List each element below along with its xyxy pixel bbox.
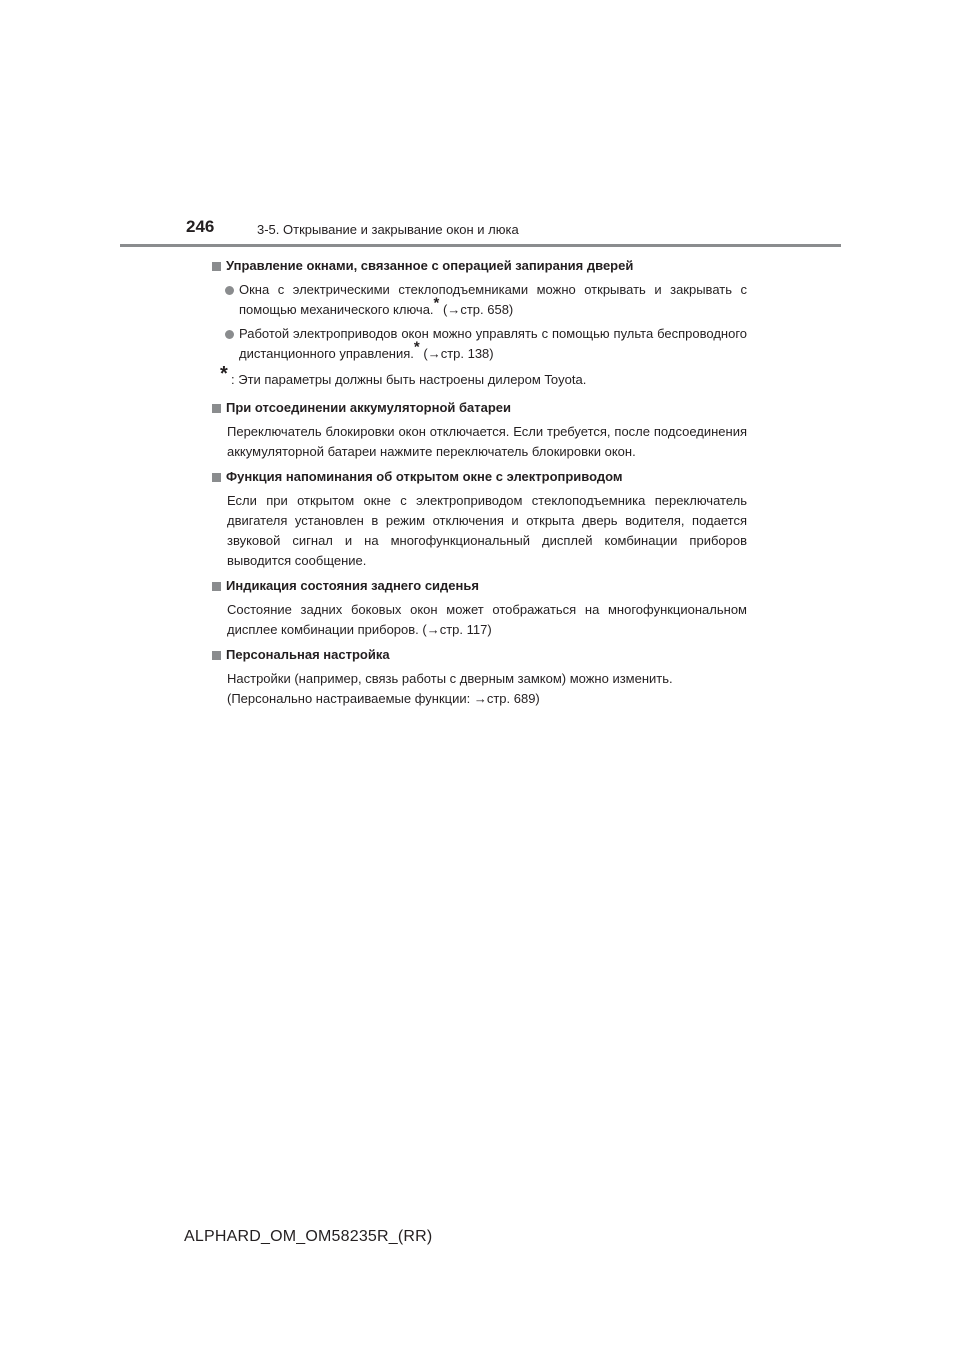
square-bullet-icon bbox=[212, 262, 221, 271]
page-reference: (→стр. 658) bbox=[439, 302, 514, 317]
header-rule bbox=[120, 244, 841, 247]
section-title: Персональная настройка bbox=[226, 647, 390, 662]
section-title: При отсоединении аккумуляторной батареи bbox=[226, 400, 512, 415]
footnote bbox=[212, 363, 747, 390]
section-heading bbox=[212, 467, 747, 487]
footnote-star: * bbox=[413, 338, 420, 356]
section-title: Управление окнами, связанное с операцией запирания дверей bbox=[226, 258, 634, 273]
section-text-line: Настройки (например, связь работы с дверным замком) можно изменить. bbox=[227, 671, 673, 686]
section-heading bbox=[212, 256, 747, 276]
section-heading bbox=[212, 398, 747, 418]
square-bullet-icon bbox=[212, 473, 221, 482]
section-customization bbox=[212, 645, 747, 709]
section-heading bbox=[212, 645, 747, 665]
footnote-text: : Эти параметры должны быть настроены дилером Toyota. bbox=[231, 372, 587, 387]
section-heading bbox=[212, 576, 747, 596]
section-text: Переключатель блокировки окон отключается. Если требуется, после подсоединения аккумуляторной батареи нажмите переключатель блокировки окон. bbox=[227, 424, 747, 459]
section-rear-seat-status bbox=[212, 576, 747, 640]
list-item-text: Окна с электрическими стеклоподъемниками можно открывать и закрывать с помощью механического ключа. bbox=[239, 282, 747, 317]
section-open-window-reminder bbox=[212, 467, 747, 571]
circle-bullet-icon bbox=[225, 330, 234, 339]
section-title: Функция напоминания об открытом окне с электроприводом bbox=[226, 469, 623, 484]
section-text: Состояние задних боковых окон может отображаться на многофункциональном дисплее комбинации приборов. (→стр. 117) bbox=[227, 602, 747, 637]
footnote-star: * bbox=[433, 294, 440, 312]
section-text: Если при открытом окне с электроприводом стеклоподъемника переключатель двигателя установлен в режим отключения и открыта дверь водителя, подается звуковой сигнал и на многофункциональный дисплей комбинации приборов выводится сообщение. bbox=[227, 493, 747, 568]
section-window-lock-link bbox=[212, 256, 747, 390]
document-code: ALPHARD_OM_OM58235R_(RR) bbox=[184, 1228, 433, 1245]
square-bullet-icon bbox=[212, 404, 221, 413]
list-item bbox=[212, 280, 747, 320]
chapter-title: 3-5. Открывание и закрывание окон и люка bbox=[257, 222, 519, 237]
circle-bullet-icon bbox=[225, 286, 234, 295]
section-battery-disconnect bbox=[212, 398, 747, 462]
footnote-star: * bbox=[220, 363, 228, 385]
square-bullet-icon bbox=[212, 582, 221, 591]
section-text-line: (Персонально настраиваемые функции: →стр. 689) bbox=[227, 691, 540, 706]
page-number: 246 bbox=[186, 217, 215, 236]
section-title: Индикация состояния заднего сиденья bbox=[226, 578, 479, 593]
list-item-text: Работой электроприводов окон можно управлять с помощью пульта беспроводного дистанционного управления. bbox=[239, 326, 747, 361]
page-reference: (→стр. 138) bbox=[419, 346, 494, 361]
page-header bbox=[0, 0, 960, 250]
page-content bbox=[212, 256, 747, 714]
square-bullet-icon bbox=[212, 651, 221, 660]
list-item bbox=[212, 324, 747, 364]
